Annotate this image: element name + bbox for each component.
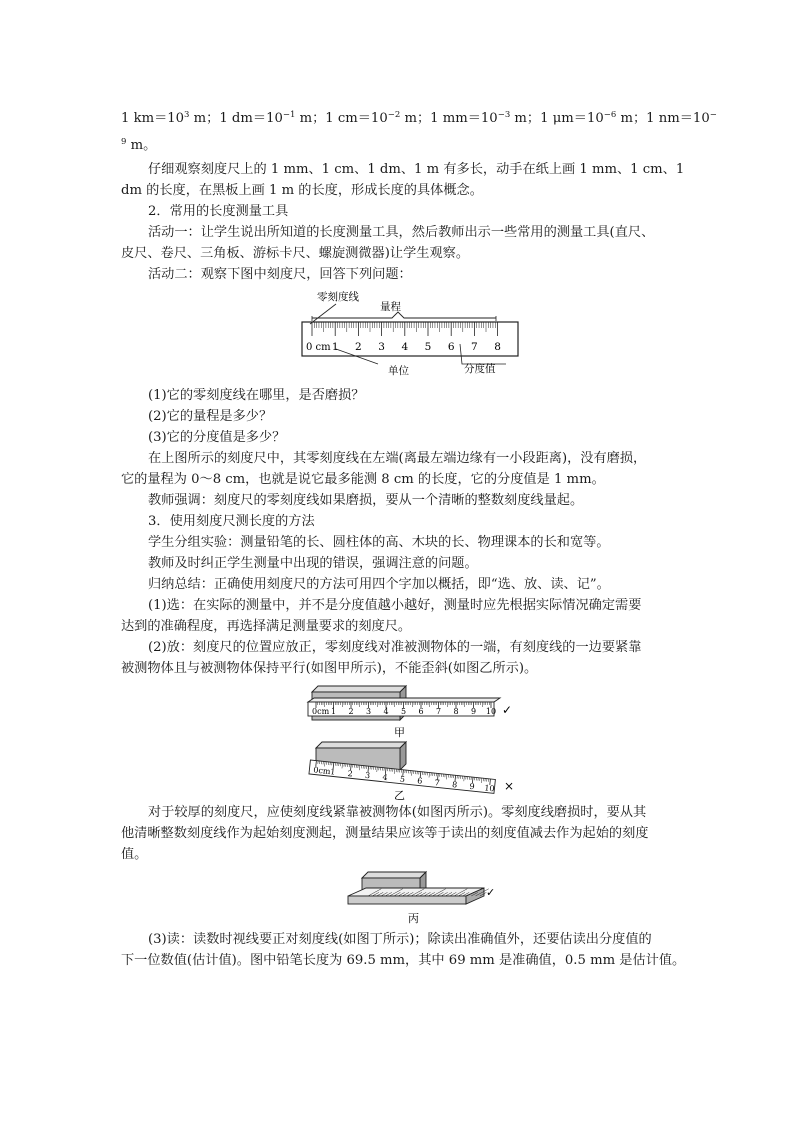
range-label: 量程 <box>380 301 401 313</box>
tick-label: 3 <box>364 770 371 781</box>
tick-label: 2 <box>355 341 362 353</box>
zero-line-label: 零刻度线 <box>317 291 359 303</box>
tick-label: 9 <box>470 707 477 716</box>
unit-conversion-line <box>121 110 717 128</box>
paragraph-line: 归纳总结：正确使用刻度尺的方法可用四个字加以概括，即“选、放、读、记”。 <box>148 577 610 592</box>
paragraph-line: 值。 <box>121 847 148 862</box>
paragraph-line: 被测物体且与被测物体保持平行(如图甲所示)，不能歪斜(如图乙所示)。 <box>121 661 538 676</box>
paragraph-line: (1)选：在实际的测量中，并不是分度值越小越好，测量时应先根据实际情况确定需要 <box>148 598 642 613</box>
paragraph-line: (2)放：刻度尺的位置应放正，零刻度线对准被测物体的一端，有刻度线的一边要紧靠 <box>148 640 642 655</box>
paragraph-line: 在上图所示的刻度尺中，其零刻度线在左端(离最左端边缘有一小段距离)，没有磨损， <box>148 451 647 466</box>
paragraph-line: (3)读：读数时视线要正对刻度线(如图丁所示)；除读出准确值外，还要估读出分度值的 <box>148 932 652 947</box>
text-span: 1 km＝10 <box>121 111 185 126</box>
superscript: − <box>709 110 717 120</box>
text-span: m；1 nm＝10 <box>616 111 710 126</box>
paragraph-line: 对于较厚的刻度尺，应使刻度线紧靠被测物体(如图丙所示)。零刻度线磨损时，要从其 <box>148 805 647 820</box>
tick-label: 3 <box>378 341 385 353</box>
superscript: 9 <box>121 137 127 147</box>
paragraph-line: 达到的准确程度，再选择满足测量要求的刻度尺。 <box>121 619 412 634</box>
zero-cm-label: 0 cm <box>306 342 331 353</box>
paragraph-line: 活动一：让学生说出所知道的长度测量工具，然后教师出示一些常用的测量工具(直尺、 <box>148 225 655 240</box>
tick-label: 6 <box>447 341 455 353</box>
text-span: m；1 dm＝10 <box>189 111 283 126</box>
section-heading: 2．常用的长度测量工具 <box>148 204 289 219</box>
tick-label: 1 <box>331 341 339 353</box>
ruler-figure <box>296 288 526 382</box>
tick-label: 5 <box>399 774 406 784</box>
tick-label: 2 <box>347 769 354 779</box>
tick-label: 8 <box>494 341 501 353</box>
section-heading: 3．使用刻度尺测长度的方法 <box>148 514 315 529</box>
figure-bing <box>344 868 494 926</box>
paragraph-line: 下一位数值(估计值)。图中铅笔长度为 69.5 mm，其中 69 mm 是准确值，0.5 mm 是估计值。 <box>121 953 686 968</box>
tick-label: 8 <box>451 779 458 790</box>
figure-caption: 乙 <box>394 789 405 802</box>
paragraph-line: 学生分组实验：测量铅笔的长、圆柱体的高、木块的长、物理课本的长和宽等。 <box>148 535 610 550</box>
tick-label: 8 <box>453 707 459 716</box>
question-line: (3)它的分度值是多少？ <box>148 430 286 445</box>
unit-conversion-line-cont <box>121 137 156 155</box>
tick-label: 1 <box>329 767 336 777</box>
tick-label: 7 <box>471 341 478 353</box>
paragraph-line: 皮尺、卷尺、三角板、游标卡尺、螺旋测微器)让学生观察。 <box>121 246 470 261</box>
tick-label: 5 <box>424 341 432 353</box>
paragraph-line: 教师强调：刻度尺的零刻度线如果磨损，要从一个清晰的整数刻度线量起。 <box>148 493 584 508</box>
figure-caption: 甲 <box>394 726 405 739</box>
question-line: (1)它的零刻度线在哪里，是否磨损？ <box>148 388 365 403</box>
paragraph-line: 活动二：观察下图中刻度尺，回答下列问题： <box>148 267 412 282</box>
text-span: m；1 μm＝10 <box>510 111 604 126</box>
figure-caption: 丙 <box>408 912 419 925</box>
tick-label: 1 <box>330 707 337 716</box>
tick-label: 2 <box>348 707 354 716</box>
paragraph-line: 教师及时纠正学生测量中出现的错误，强调注意的问题。 <box>148 556 478 571</box>
tick-label: 6 <box>418 707 424 716</box>
tick-label: 6 <box>416 776 423 786</box>
figure-jia <box>302 684 524 738</box>
zero-cm-label: 0cm <box>312 707 330 716</box>
superscript: 3 <box>184 110 190 120</box>
tick-label: 4 <box>401 341 409 353</box>
unit-label: 单位 <box>388 365 409 377</box>
text-span: m；1 cm＝10 <box>295 111 388 126</box>
text-span: m；1 mm＝10 <box>400 111 498 126</box>
superscript: −6 <box>603 110 617 120</box>
tick-label: 7 <box>434 778 441 788</box>
paragraph-line: 它的量程为 0～8 cm，也就是说它最多能测 8 cm 的长度，它的分度值是 1 mm。 <box>121 472 605 487</box>
paragraph-line: 仔细观察刻度尺上的 1 mm、1 cm、1 dm、1 m 有多长，动手在纸上画 1 mm、1 cm、1 <box>148 162 685 177</box>
paragraph-line: dm 的长度，在黑板上画 1 m 的长度，形成长度的具体概念。 <box>121 183 483 198</box>
wrong-mark: × <box>504 779 515 793</box>
tick-label: 10 <box>485 707 497 716</box>
tick-label: 9 <box>469 781 476 792</box>
figure-yi <box>302 740 524 800</box>
tick-label: 4 <box>382 772 389 783</box>
tick-label: 7 <box>435 707 442 716</box>
tick-label: 4 <box>383 707 389 716</box>
division-label: 分度值 <box>464 363 496 375</box>
text-span: m。 <box>126 138 157 153</box>
tick-label: 3 <box>365 707 372 716</box>
tick-label: 10 <box>483 783 495 794</box>
paragraph-line: 他清晰整数刻度线作为起始刻度测起，测量结果应该等于读出的刻度值减去作为起始的刻度 <box>121 826 649 841</box>
correct-mark: ✓ <box>486 886 496 899</box>
superscript: −2 <box>387 110 401 120</box>
question-line: (2)它的量程是多少？ <box>148 409 273 424</box>
superscript: −3 <box>497 110 511 120</box>
zero-cm-label: 0cm <box>312 765 331 777</box>
correct-mark: ✓ <box>502 703 513 717</box>
superscript: −1 <box>282 110 296 120</box>
tick-label: 5 <box>400 707 407 716</box>
